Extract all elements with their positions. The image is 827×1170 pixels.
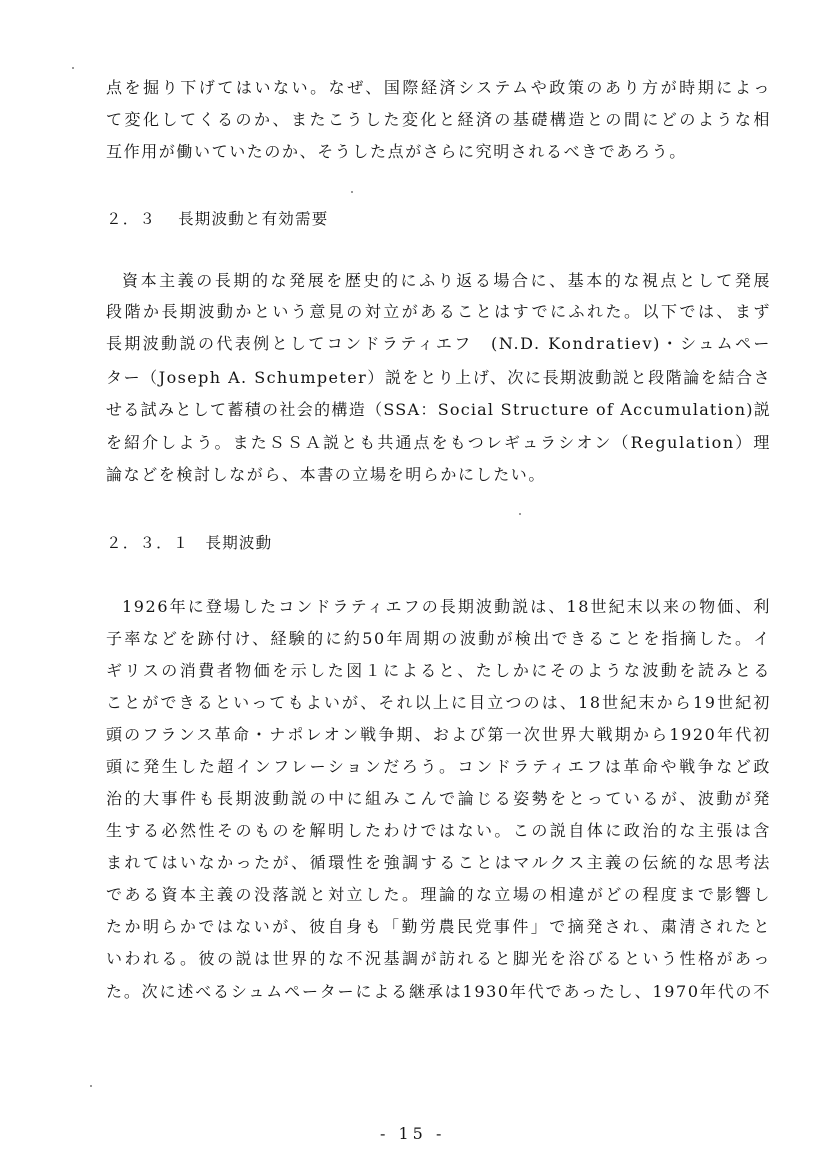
text-line: 頭のフランス革命・ナポレオン戦争期、および第一次世界大戦期から1920年代初 [106, 725, 771, 744]
section-number: ２．３ [106, 210, 157, 228]
text-line: た。次に述べるシュムペーターによる継承は1930年代であったし、1970年代の不 [106, 982, 771, 1001]
scan-speck [90, 1085, 92, 1087]
text-line: 生する必然性そのものを解明したわけではない。この説自体に政治的な主張は含 [106, 821, 771, 840]
page-number: - 15 - [380, 1124, 446, 1143]
scan-speck [72, 67, 74, 69]
text-line: 長期波動説の代表例としてコンドラティエフ (N.D. Kondratiev)・シュムペー [106, 334, 771, 353]
section-heading-2-3 [106, 209, 771, 229]
text-line: まれてはいなかったが、循環性を強調することはマルクス主義の伝統的な思考法 [106, 853, 771, 872]
text-line: 段階か長期波動かという意見の対立があることはすでにふれた。以下では、まず [106, 302, 771, 321]
section-heading-2-3-1 [106, 533, 771, 553]
text-line: 頭に発生した超インフレーションだろう。コンドラティエフは革命や戦争など政 [106, 757, 771, 776]
text-line: を紹介しよう。またＳＳＡ説とも共通点をもつレギュラシオン（Regulation）理 [106, 433, 771, 452]
text-line: て変化してくるのか、またこうした変化と経済の基礎構造との間にどのような相 [106, 110, 771, 129]
text-line: 1926年に登場したコンドラティエフの長期波動説は、18世紀末以来の物価、利 [122, 597, 771, 616]
text-line: 治的大事件も長期波動説の中に組みこんで論じる姿勢をとっているが、波動が発 [106, 789, 771, 808]
text-line: 互作用が働いていたのか、そうした点がさらに究明されるべきであろう。 [106, 142, 687, 161]
text-line: 子率などを跡付け、経験的に約50年周期の波動が検出できることを指摘した。イ [106, 629, 771, 648]
section-title: 長期波動と有効需要 [178, 210, 329, 228]
text-line: ター（Joseph A. Schumpeter）説をとり上げ、次に長期波動説と段階論を結合さ [106, 368, 771, 387]
section-title: 長期波動 [205, 534, 273, 552]
section-number: ２．３．１ [106, 534, 190, 552]
scan-speck [519, 513, 521, 515]
text-line: たか明らかではないが、彼自身も「勤労農民党事件」で摘発され、粛清されたと [106, 917, 771, 936]
text-line: 点を掘り下げてはいない。なぜ、国際経済システムや政策のあり方が時期によっ [106, 78, 771, 97]
text-line: せる試みとして蓄積の社会的構造（SSA：Social Structure of Accumulation)説 [106, 400, 771, 419]
scan-speck [351, 191, 353, 193]
text-line: 論などを検討しながら、本書の立場を明らかにしたい。 [106, 465, 547, 484]
text-line: 資本主義の長期的な発展を歴史的にふり返る場合に、基本的な視点として発展 [122, 271, 771, 290]
text-line: ことができるといってもよいが、それ以上に目立つのは、18世紀末から19世紀初 [106, 693, 771, 712]
text-line: ギリスの消費者物価を示した図１によると、たしかにそのような波動を読みとる [106, 661, 771, 680]
text-line: である資本主義の没落説と対立した。理論的な立場の相違がどの程度まで影響し [106, 885, 771, 904]
text-line: いわれる。彼の説は世界的な不況基調が訪れると脚光を浴びるという性格があっ [106, 949, 771, 968]
